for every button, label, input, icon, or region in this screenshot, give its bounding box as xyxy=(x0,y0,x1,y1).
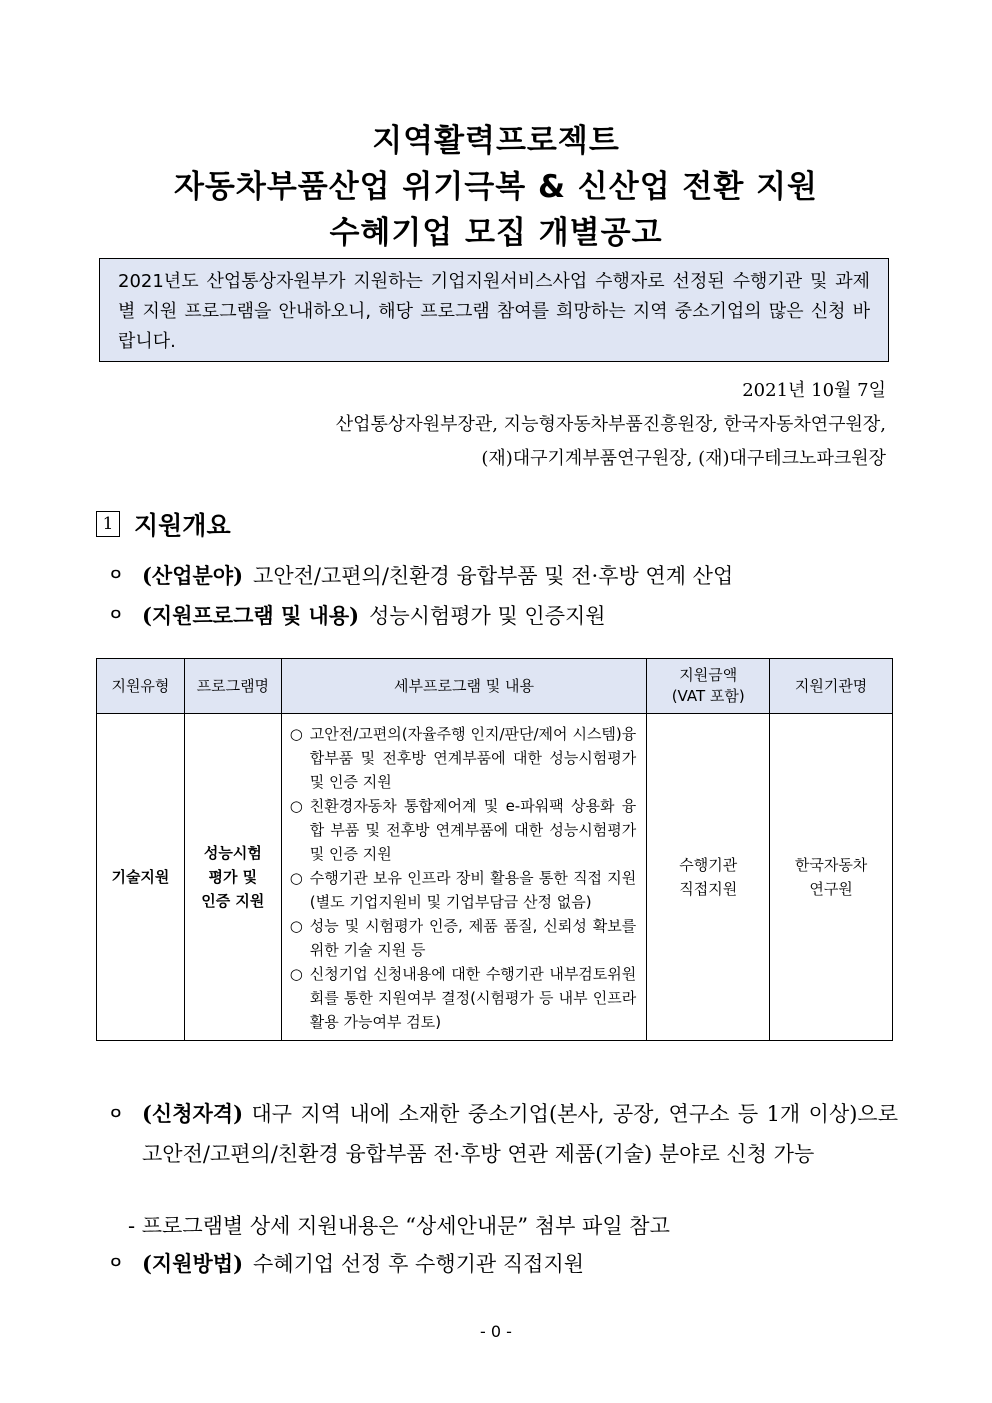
cell-amount xyxy=(647,714,770,1041)
detail-item xyxy=(290,866,637,914)
detail-marker: ○ xyxy=(289,965,303,983)
intro-box: 2021년도 산업통상자원부가 지원하는 기업지원서비스사업 수행자로 선정된 수행기관 및 과제별 지원 프로그램을 안내하오니, 해당 프로그램 참여를 희망하는 지역 중소기업의 많은 신청 바랍니다. xyxy=(99,258,889,362)
bullet-marker: ㅇ xyxy=(108,605,124,624)
support-table xyxy=(96,658,893,1041)
detail-item xyxy=(290,962,637,1034)
section-header xyxy=(96,506,231,542)
bullet-marker: ㅇ xyxy=(108,1253,124,1272)
amount-line-2: 직접지원 xyxy=(679,880,738,898)
detail-text: 고안전/고편의(자율주행 인지/판단/제어 시스템)융합부품 및 전후방 연계부품에 대한 성능시험평가 및 인증 지원 xyxy=(309,725,637,791)
header-agency: 지원기관명 xyxy=(770,659,893,714)
issuers-line-1: 산업통상자원부장관, 지능형자동차부품진흥원장, 한국자동차연구원장, xyxy=(335,414,886,435)
detail-text: 성능 및 시험평가 인증, 제품 품질, 신뢰성 확보를 위한 기술 지원 등 xyxy=(309,917,637,959)
program-line-3: 인증 지원 xyxy=(201,892,265,910)
detail-marker: ○ xyxy=(289,725,303,743)
header-amount-line-2: (VAT 포함) xyxy=(671,687,745,705)
detail-note: - 프로그램별 상세 지원내용은 “상세안내문” 첨부 파일 참고 xyxy=(128,1214,670,1238)
bullet-program xyxy=(108,600,606,630)
cell-program-name xyxy=(184,714,281,1041)
header-program-name: 프로그램명 xyxy=(184,659,281,714)
title-line-1: 지역활력프로젝트 xyxy=(372,123,620,159)
table-header-row xyxy=(97,659,893,714)
qualification-paragraph xyxy=(142,1094,898,1174)
cell-support-type: 기술지원 xyxy=(97,714,185,1041)
header-detail: 세부프로그램 및 내용 xyxy=(281,659,647,714)
bullet-label: (신청자격) xyxy=(142,1101,244,1126)
detail-text: 친환경자동차 통합제어계 및 e-파워팩 상용화 융합 부품 및 전후방 연계부품에 대한 성능시험평가 및 인증 지원 xyxy=(309,797,637,863)
section-number: 1 xyxy=(96,511,120,537)
bullet-industry xyxy=(108,560,733,590)
detail-marker: ○ xyxy=(289,797,303,815)
issuers-line-2: (재)대구기계부품연구원장, (재)대구테크노파크원장 xyxy=(481,448,886,469)
cell-agency xyxy=(770,714,893,1041)
bullet-text: 대구 지역 내에 소재한 중소기업(본사, 공장, 연구소 등 1개 이상)으로 고안전/고편의/친환경 융합부품 전·후방 연관 제품(기술) 분야로 신청 가능 xyxy=(142,1102,898,1166)
detail-marker: ○ xyxy=(289,869,303,887)
issuers xyxy=(336,408,886,476)
bullet-label: (지원프로그램 및 내용) xyxy=(142,603,360,628)
bullet-text: 수혜기업 선정 후 수행기관 직접지원 xyxy=(253,1252,585,1276)
detail-text: 신청기업 신청내용에 대한 수행기관 내부검토위원회를 통한 지원여부 결정(시험평가 등 내부 인프라 활용 가능여부 검토) xyxy=(309,965,637,1031)
detail-marker: ○ xyxy=(289,917,303,935)
header-amount-line-1: 지원금액 xyxy=(679,666,738,684)
bullet-qualification xyxy=(108,1094,898,1174)
header-support-type: 지원유형 xyxy=(97,659,185,714)
bullet-label: (산업분야) xyxy=(142,563,244,588)
detail-item xyxy=(290,914,637,962)
amount-line-1: 수행기관 xyxy=(679,856,738,874)
program-line-2: 평가 및 xyxy=(208,868,258,886)
bullet-text: 고안전/고편의/친환경 융합부품 및 전·후방 연계 산업 xyxy=(253,564,734,588)
title-line-2: 자동차부품산업 위기극복 & 신산업 전환 지원 xyxy=(173,169,819,205)
cell-detail xyxy=(281,714,647,1041)
header-amount xyxy=(647,659,770,714)
bullet-method xyxy=(108,1248,584,1278)
detail-text: 수행기관 보유 인프라 장비 활용을 통한 직접 지원(별도 기업지원비 및 기업부담금 산정 없음) xyxy=(309,869,637,911)
agency-line-1: 한국자동차 xyxy=(794,856,868,874)
detail-item xyxy=(290,722,637,794)
page-number: - 0 - xyxy=(480,1322,512,1341)
agency-line-2: 연구원 xyxy=(809,880,853,898)
detail-item xyxy=(290,794,637,866)
bullet-label: (지원방법) xyxy=(142,1251,244,1276)
program-line-1: 성능시험 xyxy=(203,844,262,862)
bullet-marker: ㅇ xyxy=(108,1104,124,1123)
bullet-text: 성능시험평가 및 인증지원 xyxy=(369,604,606,628)
title-block xyxy=(0,118,992,256)
bullet-marker: ㅇ xyxy=(108,565,124,584)
section-title: 지원개요 xyxy=(134,511,231,540)
announcement-date: 2021년 10월 7일 xyxy=(742,380,886,401)
title-line-3: 수혜기업 모집 개별공고 xyxy=(329,215,663,251)
table-row xyxy=(97,714,893,1041)
